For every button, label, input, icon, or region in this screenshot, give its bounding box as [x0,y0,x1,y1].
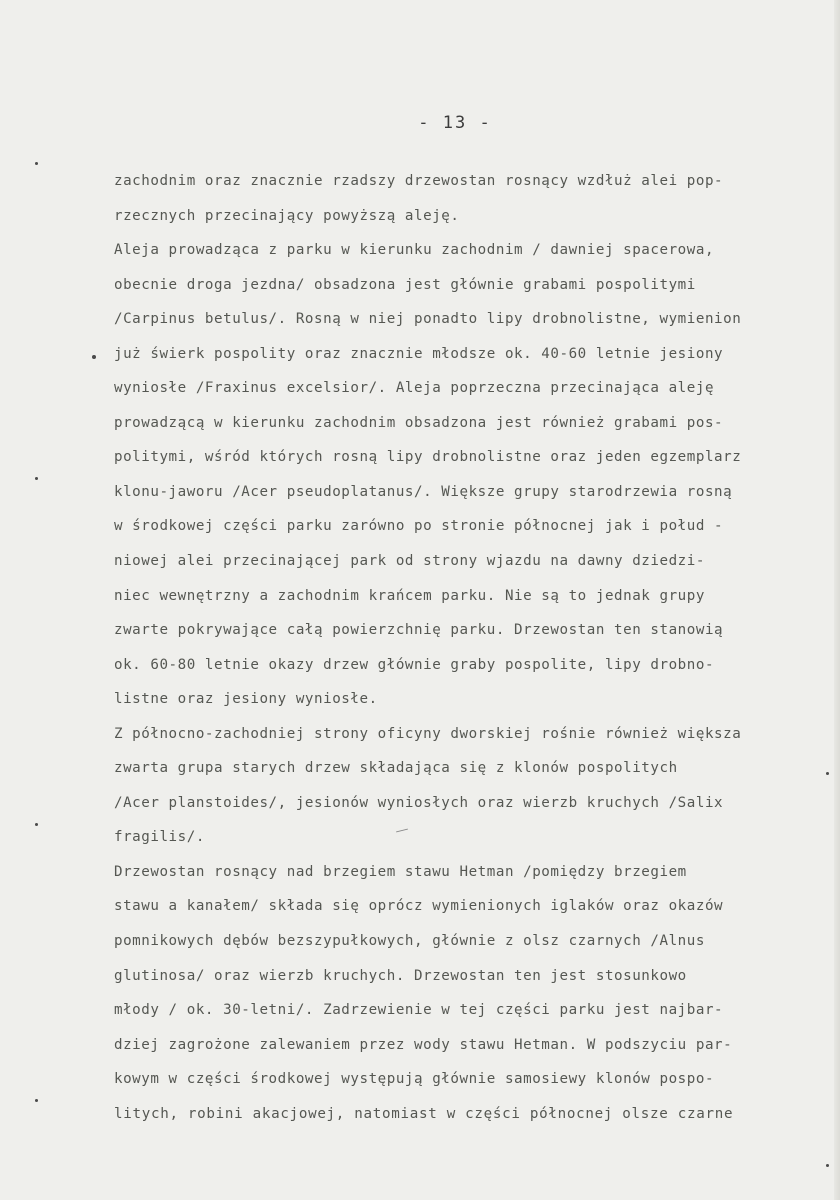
text-line: dziej zagrożone zalewaniem przez wody stawu Hetman. W podszyciu par- [114,1036,733,1053]
text-line: ok. 60-80 letnie okazy drzew głównie graby pospolite, lipy drobno- [114,656,715,673]
text-line: w środkowej części parku zarówno po stronie północnej jak i połud - [114,518,724,535]
text-line: zwarta grupa starych drzew składająca się z klonów pospolitych [114,760,678,777]
text-line: rzecznych przecinający powyższą aleję. [114,207,460,224]
edge-dot [826,1164,829,1167]
body-text [114,164,814,1131]
page-edge-shadow [834,0,840,1200]
margin-dot [35,477,38,480]
text-line: kowym w części środkowej występują głównie samosiewy klonów pospo- [114,1071,715,1088]
text-line: wyniosłe /Fraxinus excelsior/. Aleja poprzeczna przecinająca aleję [114,380,715,397]
text-line: listne oraz jesiony wyniosłe. [114,691,378,708]
text-line: stawu a kanałem/ składa się oprócz wymienionych iglaków oraz okazów [114,898,724,915]
text-line: Z północno-zachodniej strony oficyny dworskiej rośnie również większa [114,725,742,742]
text-line: niowej alei przecinającej park od strony wjazdu na dawny dziedzi- [114,553,705,570]
text-line: już świerk pospolity oraz znacznie młodsze ok. 40-60 letnie jesiony [114,345,724,362]
margin-dot [35,1099,38,1102]
text-line: zachodnim oraz znacznie rzadszy drzewostan rosnący wzdłuż alei pop- [114,173,724,189]
text-line: /Acer planstoides/, jesionów wyniosłych oraz wierzb kruchych /Salix [114,794,724,811]
text-line: prowadzącą w kierunku zachodnim obsadzona jest również grabami pos- [114,414,724,431]
text-line: /Carpinus betulus/. Rosną w niej ponadto lipy drobnolistne, wymienion [114,311,742,328]
text-line: pomnikowych dębów bezszypułkowych, głównie z olsz czarnych /Alnus [114,933,705,950]
text-line: Drzewostan rosnący nad brzegiem stawu Hetman /pomiędzy brzegiem [114,863,687,880]
edge-dot [826,772,829,775]
text-line: Aleja prowadząca z parku w kierunku zachodnim / dawniej spacerowa, [114,242,715,259]
text-line: glutinosa/ oraz wierzb kruchych. Drzewostan ten jest stosunkowo [114,967,687,984]
margin-tick [92,355,96,359]
text-line: młody / ok. 30-letni/. Zadrzewienie w tej części parku jest najbar- [114,1002,724,1019]
margin-dot [35,162,38,165]
text-line: litych, robini akacjowej, natomiast w części północnej olsze czarne [114,1105,734,1122]
text-line: obecnie droga jezdna/ obsadzona jest głównie grabami pospolitymi [114,276,696,293]
text-line: klonu-jaworu /Acer pseudoplatanus/. Większe grupy starodrzewia rosną [114,483,733,500]
text-line: niec wewnętrzny a zachodnim krańcem parku. Nie są to jednak grupy [114,587,705,604]
text-line: politymi, wśród których rosną lipy drobnolistne oraz jeden egzemplarz [114,449,742,466]
page-number: - 13 - [418,113,492,133]
text-line: fragilis/. [114,829,205,846]
text-line: zwarte pokrywające całą powierzchnię parku. Drzewostan ten stanowią [114,622,724,639]
margin-dot [35,823,38,826]
